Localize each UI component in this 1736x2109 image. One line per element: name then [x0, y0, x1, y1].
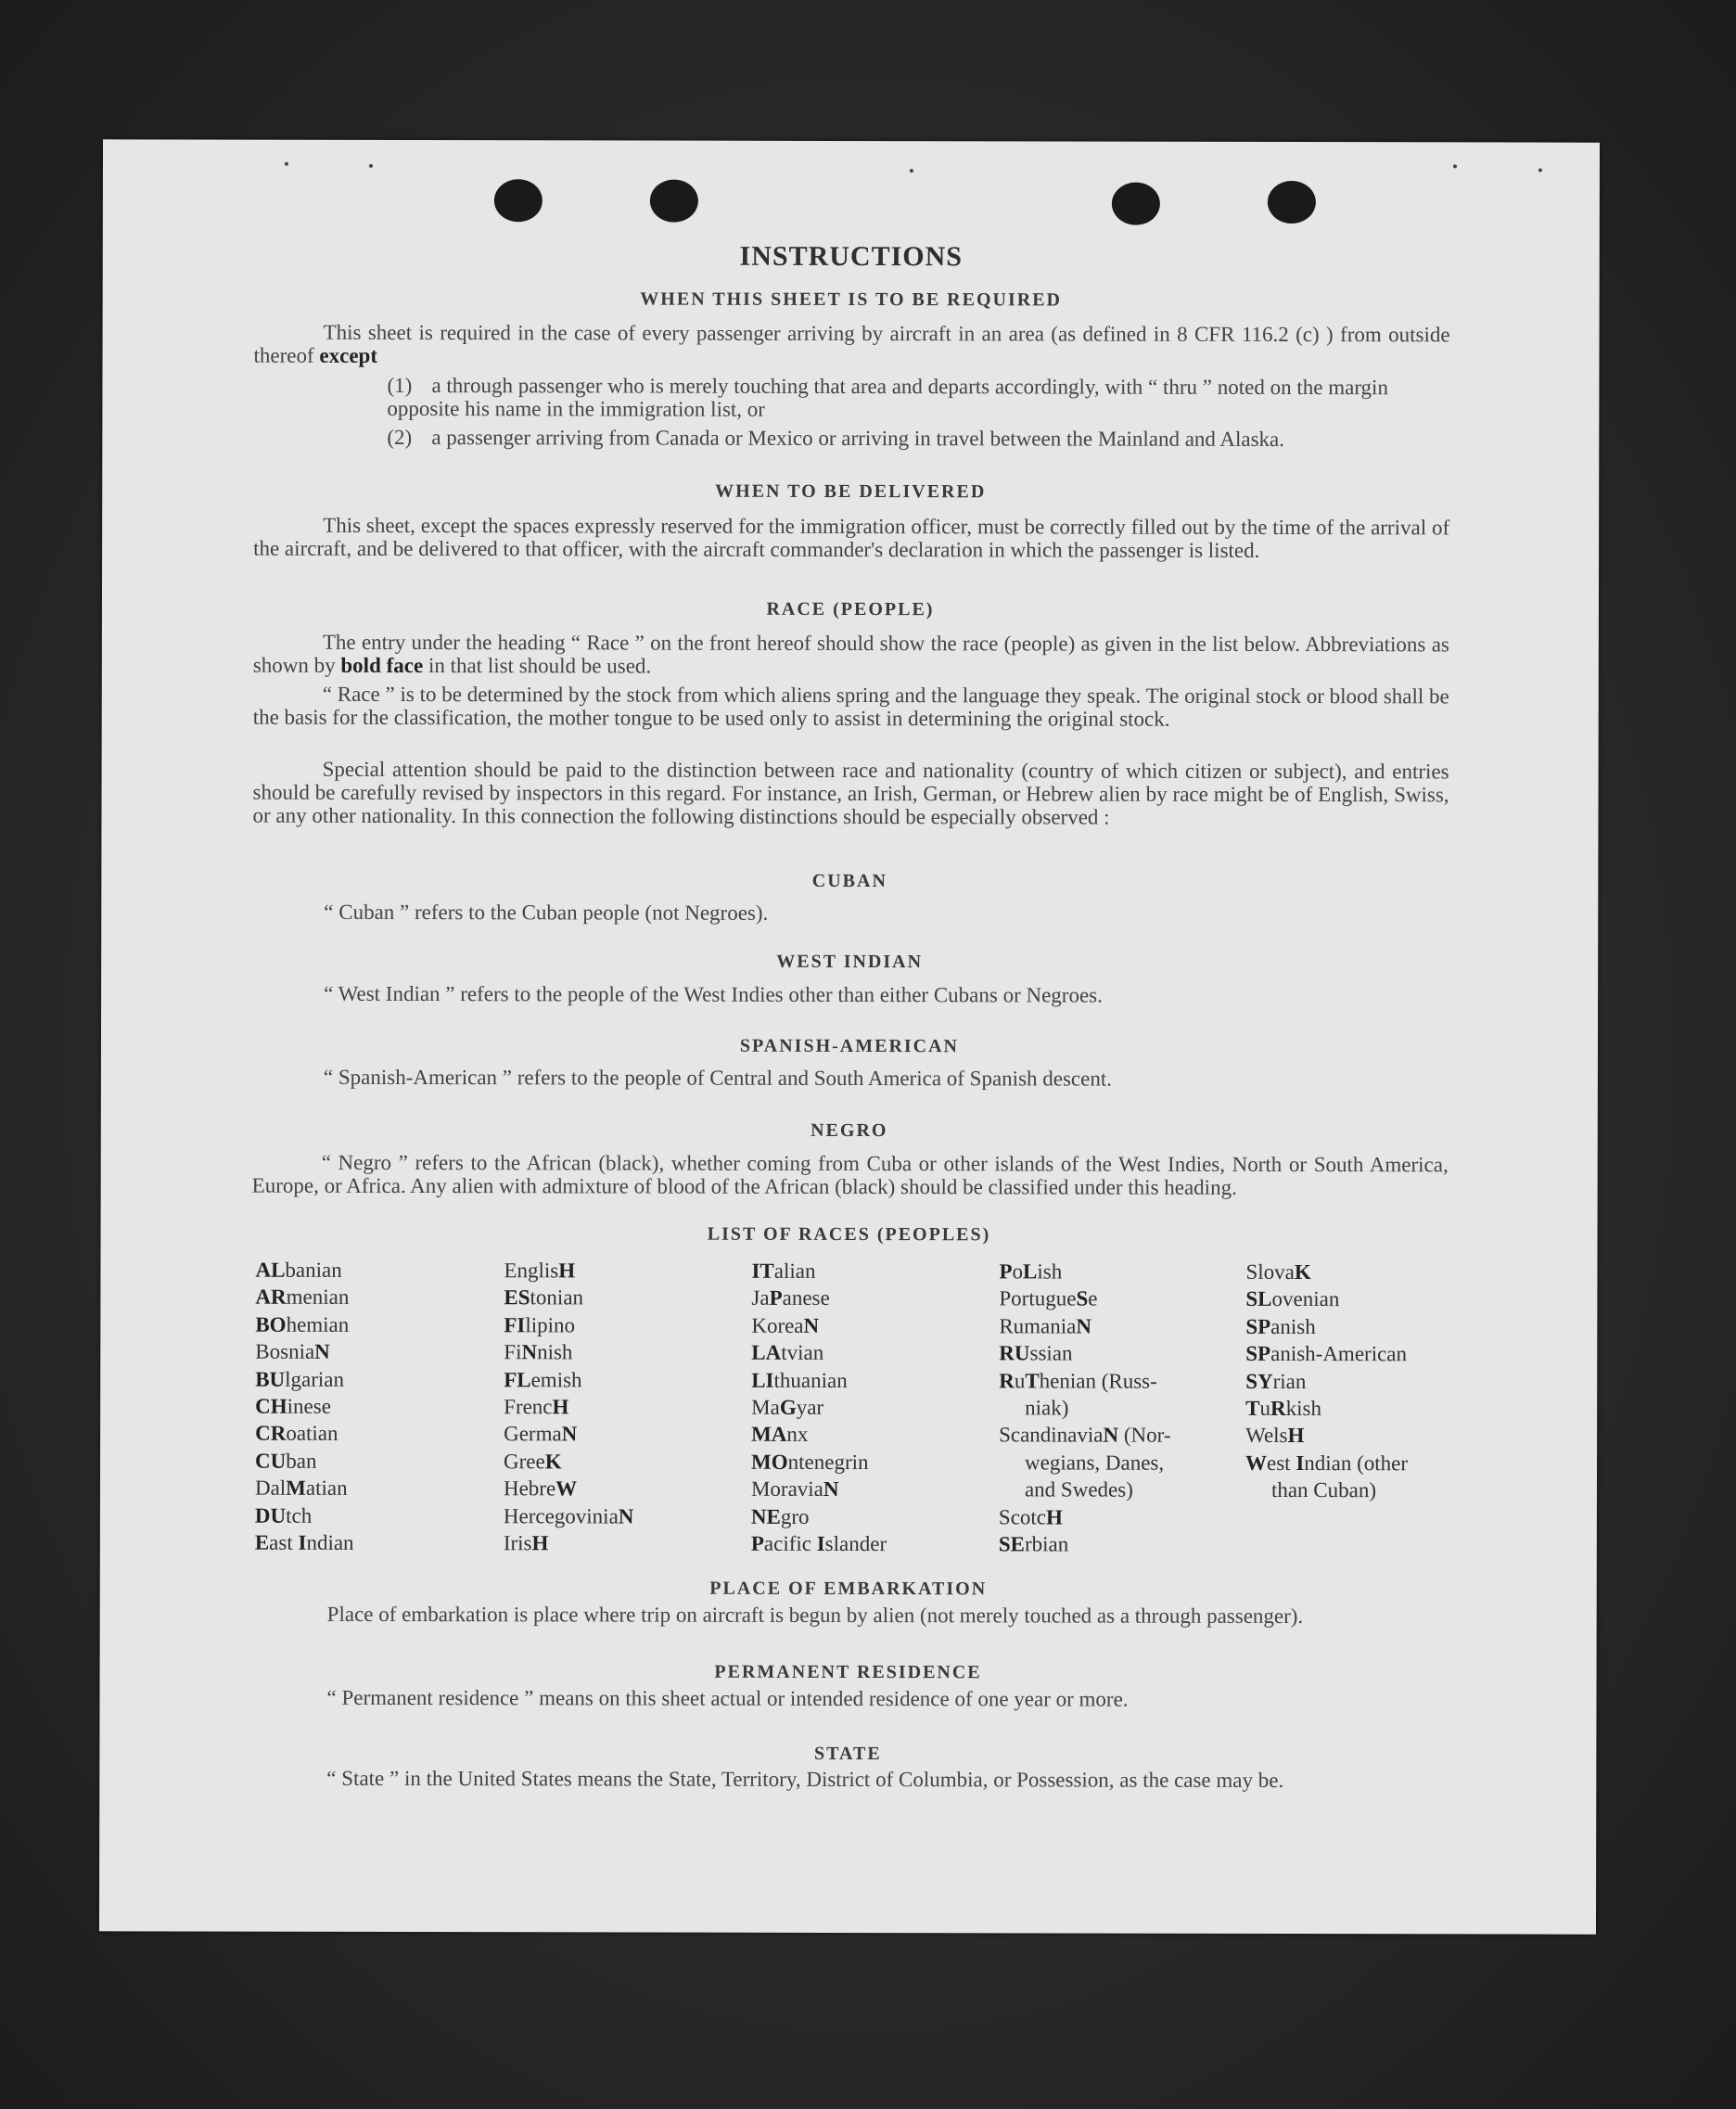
race-entry: MoraviaN	[750, 1477, 839, 1502]
race-entry: Pacific Islander	[750, 1531, 887, 1556]
race-entry: MOntenegrin	[751, 1450, 869, 1474]
paragraph-permanent-residence: “ Permanent residence ” means on this sheet actual or intended residence of one year or more.	[326, 1685, 1129, 1711]
race-entry: TuRkish	[1245, 1396, 1322, 1421]
race-entry: MAnx	[751, 1423, 809, 1447]
paragraph-cuban: “ Cuban ” refers to the Cuban people (not Negroes).	[324, 900, 769, 925]
heading-state: STATE	[814, 1743, 882, 1765]
race-entry: SYrian	[1245, 1369, 1307, 1393]
heading-cuban: CUBAN	[811, 870, 887, 892]
race-entry: CRoatian	[255, 1422, 338, 1446]
race-entry: ARmenian	[255, 1285, 350, 1310]
speck	[1538, 169, 1542, 173]
paragraph-negro: “ Negro ” refers to the African (black), whether coming from Cuba or other islands of the West Indies, North or South America, Europe, or Africa. Any alien with admixture of blood of the African (black) should be classified under this heading.	[251, 1150, 1449, 1199]
race-entry: East Indian	[254, 1530, 354, 1554]
race-list	[255, 1257, 1471, 1566]
race-entry: EStonian	[504, 1285, 584, 1310]
paragraph-required: This sheet is required in the case of every passenger arriving by aircraft in an area (as defined in 8 CFR 116.2 (c) ) from outside thereof except	[253, 320, 1450, 367]
paragraph-spanish-american: “ Spanish-American ” refers to the people of Central and South America of Spanish descent.	[323, 1065, 1113, 1091]
race-entry: ITalian	[751, 1259, 816, 1283]
race-entry: SLovenian	[1245, 1287, 1340, 1311]
speck	[910, 169, 913, 173]
race-entry: PoLish	[999, 1259, 1063, 1284]
race-entry: DalMatian	[254, 1476, 348, 1501]
race-entry: DUtch	[254, 1503, 313, 1527]
race-entry: KoreaN	[751, 1313, 820, 1337]
race-entry: CUban	[255, 1449, 317, 1473]
race-entry: GermaN	[504, 1422, 578, 1446]
paragraph-embarkation: Place of embarkation is place where trip on aircraft is begun by alien (not merely touched as a through passenger).	[326, 1602, 1304, 1629]
paragraph-race-2: “ Race ” is to be determined by the stock from which aliens spring and the language they speak. The original stock or blood shall be the basis for the classification, the mother tongue to be used only to assist in determining the original stock.	[252, 682, 1449, 731]
race-entry: IrisH	[503, 1531, 549, 1555]
heading-west-indian: WEST INDIAN	[776, 951, 924, 973]
heading-when-required: WHEN THIS SHEET IS TO BE REQUIRED	[640, 288, 1063, 311]
speck	[285, 162, 288, 166]
punch-hole	[494, 179, 542, 222]
heading-list-of-races: LIST OF RACES (PEOPLES)	[707, 1223, 991, 1246]
paragraph-race-3: Special attention should be paid to the distinction between race and nationality (country of which citizen or subject), and entries should be carefully revised by inspectors in this regard. For instance, an Irish, German, or Hebrew alien by race might be of English, Swiss, or any other nationality. In this connection the following distinctions should be especially observed :	[252, 757, 1449, 829]
race-entry: HercegoviniaN	[503, 1503, 634, 1528]
paragraph-west-indian: “ West Indian ” refers to the people of the West Indies other than either Cubans or Negroes.	[324, 981, 1103, 1007]
exception-item-2: (2) a passenger arriving from Canada or Mexico or arriving in travel between the Mainland and Alaska.	[387, 425, 1285, 451]
instruction-sheet	[99, 139, 1600, 1934]
race-entry: PortugueSe	[999, 1286, 1098, 1310]
race-entry: LIthuanian	[751, 1368, 848, 1392]
race-entry: ALbanian	[255, 1258, 342, 1282]
race-entry: HebreW	[503, 1476, 578, 1501]
race-column	[255, 1257, 497, 1557]
race-entry: ScandinaviaN (Nor- wegians, Danes, and Swedes)	[999, 1423, 1171, 1502]
heading-spanish-american: SPANISH-AMERICAN	[739, 1035, 960, 1057]
speck	[1453, 164, 1457, 168]
race-column	[751, 1258, 993, 1558]
paragraph-state: “ State ” in the United States means the State, Territory, District of Columbia, or Possession, as the case may be.	[326, 1766, 1284, 1792]
paragraph-delivered: This sheet, except the spaces expressly reserved for the immigration officer, must be correctly filled out by the time of the arrival of the aircraft, and be delivered to that officer, with the aircraft commander's declaration in which the passenger is listed.	[253, 513, 1450, 562]
race-column	[1245, 1259, 1469, 1504]
race-entry: EnglisH	[504, 1259, 576, 1283]
punch-hole	[1112, 183, 1160, 225]
race-entry: ScotcH	[998, 1504, 1063, 1529]
race-entry: SPanish-American	[1245, 1342, 1408, 1366]
race-entry: GreeK	[504, 1450, 562, 1474]
race-entry: BosniaN	[255, 1339, 330, 1364]
race-column	[999, 1258, 1232, 1558]
race-entry: MaGyar	[751, 1395, 824, 1419]
heading-permanent-residence: PERMANENT RESIDENCE	[714, 1661, 982, 1683]
heading-negro: NEGRO	[811, 1119, 888, 1142]
paragraph-race-1: The entry under the heading “ Race ” on the front hereof should show the race (people) as given in the list below. Abbreviations as shown by bold face in that list should be used.	[252, 630, 1449, 678]
punch-hole	[1268, 181, 1316, 224]
race-entry: SPanish	[1245, 1314, 1316, 1338]
race-entry: RumaniaN	[999, 1314, 1092, 1338]
exception-item-1: (1) a through passenger who is merely touching that area and departs accordingly, with “ thru ” noted on the margin opposite his name in the immigration list, or	[387, 373, 1388, 421]
race-entry: CHinese	[255, 1394, 331, 1418]
heading-when-delivered: WHEN TO BE DELIVERED	[715, 480, 987, 503]
speck	[369, 164, 373, 168]
race-entry: BUlgarian	[255, 1367, 345, 1391]
race-entry: FrencH	[504, 1395, 569, 1419]
race-entry: NEgro	[750, 1504, 810, 1528]
race-entry: JaPanese	[751, 1286, 830, 1310]
heading-embarkation: PLACE OF EMBARKATION	[709, 1578, 988, 1600]
heading-race: RACE (PEOPLE)	[766, 598, 935, 620]
race-entry: West Indian (other than Cuban)	[1245, 1451, 1409, 1502]
race-entry: FIlipino	[504, 1313, 576, 1337]
race-entry: LAtvian	[751, 1340, 824, 1365]
race-entry: SlovaK	[1245, 1259, 1311, 1285]
race-entry: FLemish	[504, 1367, 582, 1392]
race-entry: SErbian	[998, 1532, 1069, 1556]
race-column	[504, 1257, 746, 1557]
race-entry: WelsH	[1245, 1424, 1305, 1448]
page-title: INSTRUCTIONS	[739, 240, 963, 273]
punch-hole	[650, 180, 698, 223]
race-entry: RuThenian (Russ- niak)	[999, 1368, 1157, 1420]
race-entry: RUssian	[999, 1341, 1073, 1365]
race-entry: FiNnish	[504, 1340, 573, 1364]
race-entry: BOhemian	[255, 1312, 350, 1336]
